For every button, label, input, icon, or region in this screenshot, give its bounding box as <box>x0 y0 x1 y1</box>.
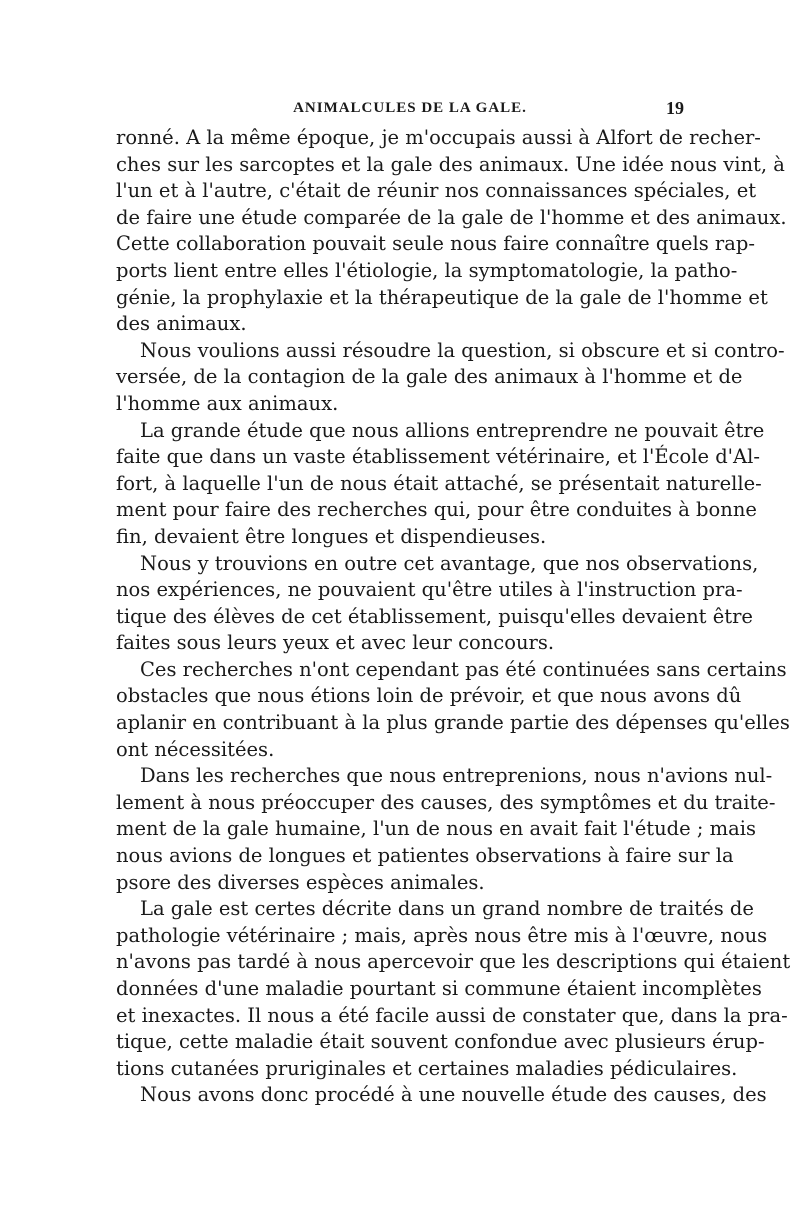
text-line: génie, la prophylaxie et la thérapeutique de la gale de l'homme et <box>116 285 768 309</box>
text-line: Ces recherches n'ont cependant pas été continuées sans certains <box>140 657 787 681</box>
text-line: tions cutanées pruriginales et certaines maladies pédiculaires. <box>116 1056 738 1080</box>
text-line: n'avons pas tardé à nous apercevoir que les descriptions qui étaient <box>116 950 791 974</box>
text-line: Nous voulions aussi résoudre la question, si obscure et si contro- <box>140 338 785 362</box>
text-line: et inexactes. Il nous a été facile aussi de constater que, dans la pra- <box>116 1003 788 1027</box>
text-line: Cette collaboration pouvait seule nous faire connaître quels rap- <box>116 232 755 256</box>
text-line: faites sous leurs yeux et avec leur concours. <box>116 631 555 655</box>
running-head <box>136 100 684 126</box>
text-line: tique des élèves de cet établissement, puisqu'elles devaient être <box>116 604 753 628</box>
text-line: ment de la gale humaine, l'un de nous en avait fait l'étude ; mais <box>116 817 756 841</box>
text-line: de faire une étude comparée de la gale de l'homme et des animaux. <box>116 205 787 229</box>
text-line: fort, à laquelle l'un de nous était attaché, se présentait naturelle- <box>116 471 762 495</box>
text-line: données d'une maladie pourtant si commune étaient incomplètes <box>116 977 762 1000</box>
text-line: nos expériences, ne pouvaient qu'être utiles à l'instruction pra- <box>116 578 743 602</box>
text-line: La grande étude que nous allions entreprendre ne pouvait être <box>140 418 765 442</box>
text-line: des animaux. <box>116 312 247 336</box>
text-line: ports lient entre elles l'étiologie, la symptomatologie, la patho- <box>116 258 738 282</box>
text-line: aplanir en contribuant à la plus grande partie des dépenses qu'elles <box>116 711 790 735</box>
text-line: l'un et à l'autre, c'était de réunir nos connaissances spéciales, et <box>116 179 757 203</box>
page-number: 19 <box>666 98 684 118</box>
text-line: ronné. A la même époque, je m'occupais aussi à Alfort de recher- <box>116 126 761 149</box>
text-body <box>116 125 791 1109</box>
text-line: tique, cette maladie était souvent confondue avec plusieurs érup- <box>116 1030 765 1054</box>
text-line: ont nécessitées. <box>116 737 275 761</box>
text-line: obstacles que nous étions loin de prévoir, et que nous avons dû <box>116 684 742 708</box>
text-line: psore des diverses espèces animales. <box>116 870 485 894</box>
text-line: ches sur les sarcoptes et la gale des animaux. Une idée nous vint, à <box>116 152 785 176</box>
text-line: ment pour faire des recherches qui, pour être conduites à bonne <box>116 498 757 522</box>
text-line: fin, devaient être longues et dispendieuses. <box>116 524 547 548</box>
text-line: Nous avons donc procédé à une nouvelle étude des causes, des <box>140 1083 767 1107</box>
text-line: faite que dans un vaste établissement vétérinaire, et l'École d'Al- <box>116 445 760 469</box>
text-line: nous avions de longues et patientes observations à faire sur la <box>116 844 734 868</box>
text-line: La gale est certes décrite dans un grand nombre de traités de <box>140 897 754 921</box>
text-line: Nous y trouvions en outre cet avantage, que nos observations, <box>140 551 759 575</box>
text-line: Dans les recherches que nous entreprenions, nous n'avions nul- <box>140 764 773 788</box>
text-line: versée, de la contagion de la gale des animaux à l'homme et de <box>116 365 743 389</box>
text-line: pathologie vétérinaire ; mais, après nous être mis à l'œuvre, nous <box>116 923 768 947</box>
text-line: l'homme aux animaux. <box>116 391 339 415</box>
running-title: ANIMALCULES DE LA GALE. <box>293 100 527 116</box>
text-line: lement à nous préoccuper des causes, des symptômes et du traite- <box>116 790 776 814</box>
